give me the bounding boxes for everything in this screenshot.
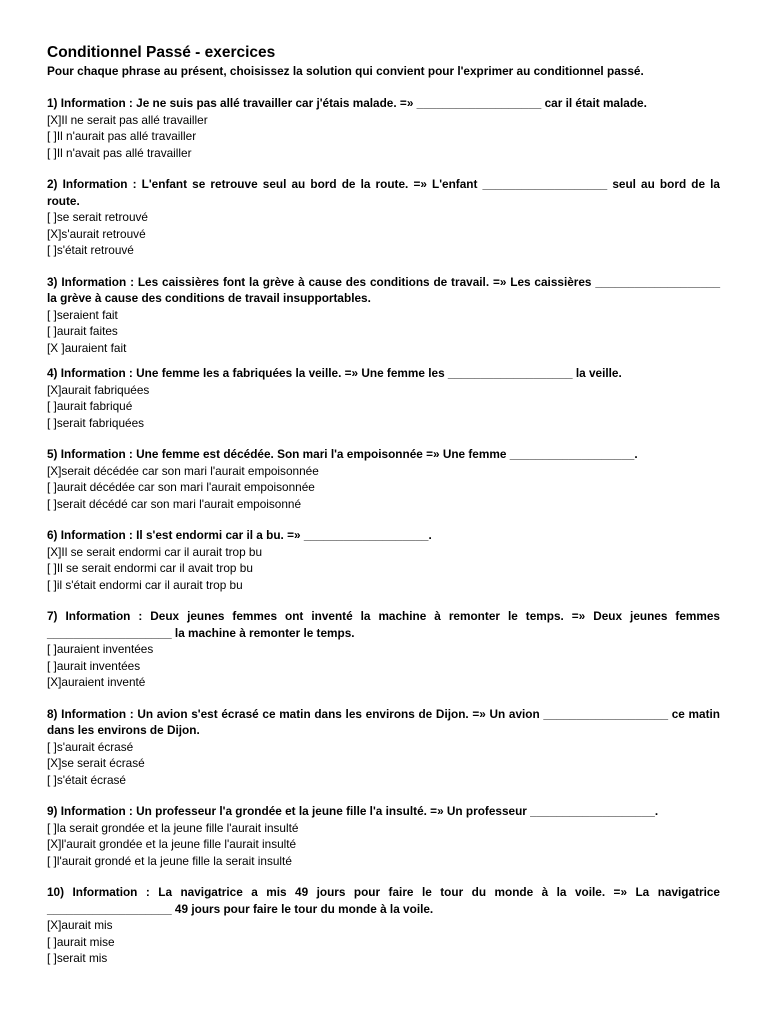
answer-option: [ ]il s'était endormi car il aurait trop bu <box>47 577 243 592</box>
answer-option: [ ]aurait faites <box>47 324 118 338</box>
question-prompt: 10) Information : La navigatrice a mis 49 jours pour faire le tour du monde à la voile. =» La navigatrice ___________________ 49 jours pour faire le tour du monde à la voile. <box>47 885 720 916</box>
answer-option: [ ]se serait retrouvé <box>47 210 148 224</box>
question-prompt: 6) Information : Il s'est endormi car il a bu. =» ___________________. <box>47 528 432 542</box>
question-6 <box>47 527 720 593</box>
document-instructions: Pour chaque phrase au présent, choisissez la solution qui convient pour l'exprimer au conditionnel passé. <box>47 64 644 78</box>
answer-option: [ ]Il n'avait pas allé travailler <box>47 145 192 160</box>
question-7 <box>47 608 720 691</box>
answer-option: [ ]Il se serait endormi car il avait trop bu <box>47 561 253 575</box>
answer-option: [ ]la serait grondée et la jeune fille l'aurait insulté <box>47 820 299 835</box>
question-prompt: 4) Information : Une femme les a fabriquées la veille. =» Une femme les ___________________ la veille. <box>47 366 622 380</box>
question-8 <box>47 706 720 789</box>
answer-option: [ ]s'aurait écrasé <box>47 739 134 754</box>
answer-option: [X]Il se serait endormi car il aurait trop bu <box>47 544 263 559</box>
answer-option: [ ]s'était écrasé <box>47 772 126 787</box>
question-2 <box>47 176 720 259</box>
question-10 <box>47 884 720 967</box>
answer-option: [X]auraient inventé <box>47 675 146 689</box>
answer-option: [ ]s'était retrouvé <box>47 243 134 257</box>
question-9 <box>47 803 720 869</box>
answer-option: [X]l'aurait grondée et la jeune fille l'aurait insulté <box>47 837 297 851</box>
answer-option: [X]aurait mis <box>47 918 113 932</box>
answer-option: [ ]aurait fabriqué <box>47 399 133 413</box>
document-title: Conditionnel Passé - exercices <box>47 44 276 61</box>
question-prompt: 1) Information : Je ne suis pas allé travailler car j'étais malade. =» ___________________ car il était malade. <box>47 96 647 110</box>
answer-option: [ ]aurait mise <box>47 934 115 949</box>
question-prompt: 2) Information : L'enfant se retrouve seul au bord de la route. =» L'enfant ___________________ seul au bord de la route. <box>47 177 720 208</box>
answer-option: [X]s'aurait retrouvé <box>47 226 146 241</box>
answer-option: [X]aurait fabriquées <box>47 382 150 397</box>
answer-option: [ ]Il n'aurait pas allé travailler <box>47 129 197 143</box>
question-5 <box>47 446 720 512</box>
answer-option: [X]serait décédée car son mari l'aurait empoisonnée <box>47 463 319 478</box>
answer-option: [ ]auraient inventées <box>47 642 154 656</box>
answer-option: [ ]l'aurait grondé et la jeune fille la serait insulté <box>47 853 292 868</box>
question-1 <box>47 95 720 161</box>
question-prompt: 5) Information : Une femme est décédée. Son mari l'a empoisonnée =» Une femme ___________________. <box>47 447 638 461</box>
answer-option: [ ]serait décédé car son mari l'aurait empoisonné <box>47 496 302 511</box>
answer-option: [ ]seraient fait <box>47 307 118 322</box>
question-prompt: 8) Information : Un avion s'est écrasé ce matin dans les environs de Dijon. =» Un avion ___________________ ce matin dans les environs de Dijon. <box>47 706 720 737</box>
answer-option: [ ]aurait inventées <box>47 658 141 673</box>
answer-option: [ ]serait fabriquées <box>47 415 145 430</box>
answer-option: [ ]aurait décédée car son mari l'aurait empoisonnée <box>47 480 315 494</box>
question-prompt: 7) Information : Deux jeunes femmes ont inventé la machine à remonter le temps. =» Deux jeunes femmes ___________________ la machine à remonter le temps. <box>47 609 720 640</box>
answer-option: [ ]serait mis <box>47 951 108 965</box>
question-4 <box>47 365 720 431</box>
document-page <box>47 42 720 982</box>
answer-option: [X]se serait écrasé <box>47 756 145 770</box>
question-prompt: 3) Information : Les caissières font la grève à cause des conditions de travail. =» Les caissières ___________________ la grève à cause des conditions de travail insupportables. <box>47 274 720 305</box>
question-prompt: 9) Information : Un professeur l'a grondée et la jeune fille l'a insulté. =» Un professeur ___________________. <box>47 804 659 818</box>
answer-option: [X ]auraient fait <box>47 340 127 355</box>
answer-option: [X]Il ne serait pas allé travailler <box>47 112 208 127</box>
question-3 <box>47 274 720 357</box>
